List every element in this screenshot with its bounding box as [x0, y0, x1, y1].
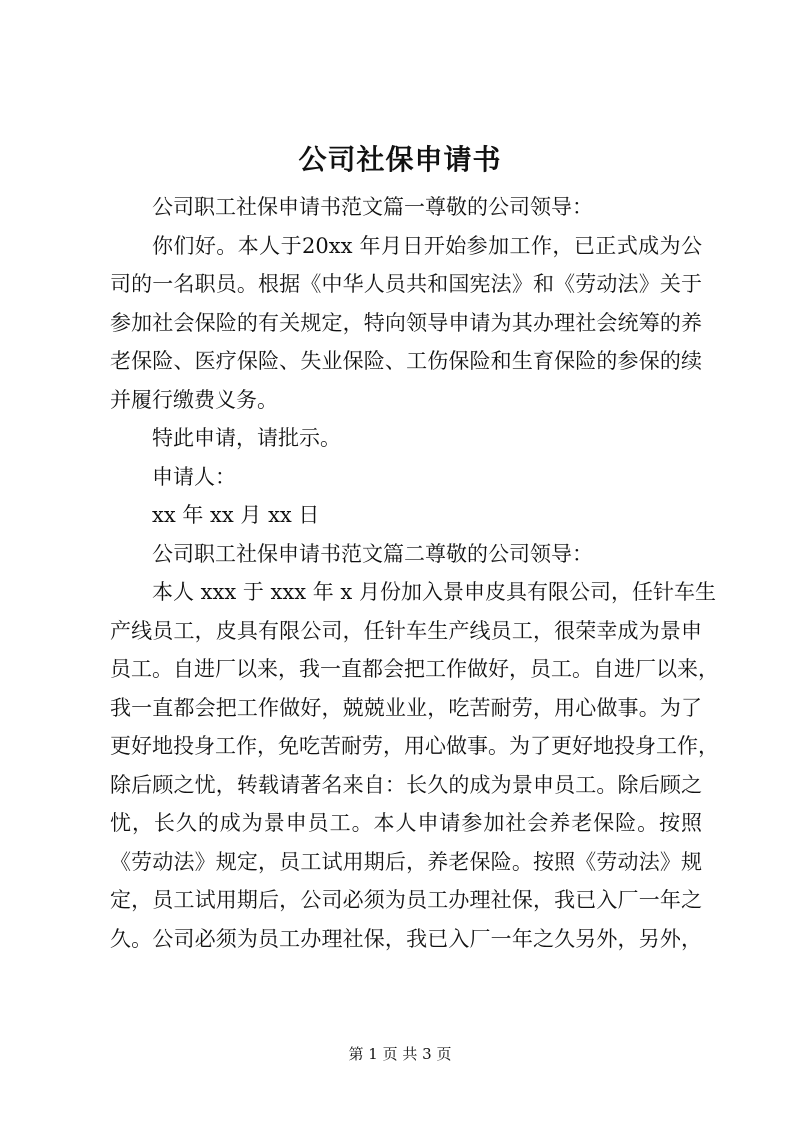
paragraph-line: 忧，长久的成为景申员工。本人申请参加社会养老保险。按照 — [110, 811, 702, 835]
paragraph-line: 我一直都会把工作做好，兢兢业业，吃苦耐劳，用心做事。为了 — [110, 695, 702, 720]
page-number-footer: 第 1 页 共 3 页 — [348, 1045, 452, 1063]
paragraph-line: 本人 xxx 于 xxx 年 x 月份加入景申皮具有限公司，任针车生 — [152, 580, 716, 604]
paragraph-line: 员工。自进厂以来，我一直都会把工作做好，员工。自进厂以来， — [110, 657, 719, 681]
document-title: 公司社保申请书 — [298, 143, 502, 176]
paragraph-line: 老保险、医疗保险、失业保险、工伤保险和生育保险的参保的续 — [110, 349, 702, 373]
paragraph-line: 定，员工试用期后，公司必须为员工办理社保，我已入厂一年之 — [110, 888, 702, 912]
paragraph-line: 《劳动法》规定，员工试用期后，养老保险。按照《劳动法》规 — [110, 849, 702, 874]
paragraph-line: 除后顾之忧，转载请著名来自：长久的成为景申员工。除后顾之 — [110, 772, 702, 797]
paragraph-line: 特此申请，请批示。 — [152, 426, 341, 450]
paragraph-line: 参加社会保险的有关规定，特向领导申请为其办理社会统筹的养 — [110, 310, 702, 335]
paragraph-line: 公司职工社保申请书范文篇一尊敬的公司领导： — [152, 195, 593, 219]
paragraph-line: 你们好。本人于20xx 年月日开始参加工作，已正式成为公 — [152, 233, 702, 258]
paragraph-line: 公司职工社保申请书范文篇二尊敬的公司领导： — [152, 541, 593, 566]
paragraph-line: 久。公司必须为员工办理社保，我已入厂一年之久另外，另外， — [110, 926, 702, 951]
paragraph-line: 申请人： — [152, 464, 236, 489]
paragraph-line: 产线员工，皮具有限公司，任针车生产线员工，很荣幸成为景申 — [110, 618, 702, 643]
paragraph-line: xx 年 xx 月 xx 日 — [152, 503, 320, 527]
document-body — [110, 188, 719, 958]
paragraph-line: 并履行缴费义务。 — [110, 387, 278, 412]
paragraph-line: 司的一名职员。根据《中华人员共和国宪法》和《劳动法》关于 — [110, 272, 702, 296]
paragraph-line: 更好地投身工作，免吃苦耐劳，用心做事。为了更好地投身工作， — [110, 734, 719, 758]
